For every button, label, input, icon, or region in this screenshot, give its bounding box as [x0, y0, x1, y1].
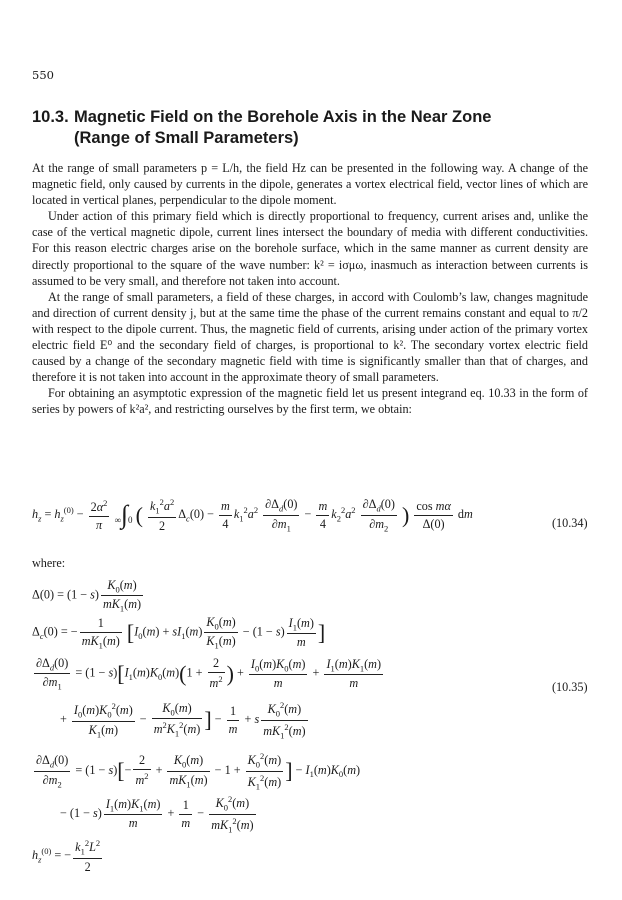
equation-deltac: $\Delta_c(0)$ = − $\frac{1}{mK_1(m)}$ [$I_0(m) + sI_1(m)$ $\frac{K_0(m)}{K_1(m)}$ − (1 − s) $\frac{I_1(m)}{m}$ ] — [32, 615, 326, 651]
paragraph-2: Under action of this primary field which is directly proportional to frequency, current arises and, unlike the case of the vertical magnetic dipole, current lines intersect the boundary of media with different conductivities. For this reason electric charges arise on the borehole surface, which in the same manner as current density are directly proportional to the square of the wave number: k² = iσμω, inasmuch as interaction between currents is assumed to be very small, and therefore not taken into account. — [32, 209, 588, 288]
equation-number-10-35: (10.35) — [552, 680, 588, 694]
equation-delta0: Δ(0) = (1 − s) $\frac{K_0(m)}{mK_1(m)}$ — [32, 578, 142, 614]
section-number: 10.3. — [32, 108, 69, 126]
body-text — [32, 160, 588, 418]
equation-ddelta-dm1-cont: + $\frac{I_0(m)K_0^2(m)}{K_1(m)}$ − $\frac{K_0(m)}{m^2K_1^2(m)}$ ] − $\frac{1}{m}$ + s $\frac{K_0^2(m)}{mK_1^2(m)}$ — [60, 700, 306, 740]
equation-ddelta-dm1: $\frac{\partial\Delta_d(0)}{\partial m_1}$ = $(1 - s)[I_1(m)K_0(m)(1$ + $\frac{2}{m^2}$ ) + $\frac{I_0(m)K_0(m)}{m}$ + $\frac{I_1(m)K_1(m)}{m}$ — [36, 656, 382, 692]
section-title-line2: (Range of Small Parameters) — [74, 129, 299, 147]
equation-ddelta-dm2: $\frac{\partial\Delta_d(0)}{\partial m_2}$ = (1 − s)[− $\frac{2}{m^2}$ + $\frac{K_0(m)}{mK_1(m)}$ − 1 + $\frac{K_0^2(m)}{K_1^2(m)}$ ] − $I_1(m)K_0(m)$ — [36, 751, 361, 791]
equation-10-34: $h_z = h_z^{(0)}$ − $\frac{2\alpha^2}{\pi}$ ∞∫0 ( $\frac{k_1^2a^2}{2}$ $\Delta_c(0)$ − $\frac{m}{4}$ $k_1^2a^2$ $\frac{\partial\Delta_d(0)}{\partial m_1}$ − $\frac{m}{4}$ $k_2^2a^2$ $\frac{\partial\Delta_d(0)}{\partial m_2}$ ) $\frac{\text{cos mα}}{\Delta(0)}$ dm — [32, 497, 473, 534]
section-title-line1: Magnetic Field on the Borehole Axis in the Near Zone — [74, 108, 492, 126]
section-title — [32, 107, 592, 149]
where-label: where: — [32, 556, 66, 570]
paragraph-4: For obtaining an asymptotic expression of the magnetic field let us present integrand eq. 10.33 in the form of series by powers of k²a², and restricting ourselves by the first term, we obtain: — [32, 386, 588, 417]
equation-ddelta-dm2-cont: − (1 − s) $\frac{I_1(m)K_1(m)}{m}$ + $\frac{1}{m}$ − $\frac{K_0^2(m)}{mK_1^2(m)}$ — [60, 794, 254, 834]
equation-number-10-34: (10.34) — [552, 516, 588, 530]
paragraph-1: At the range of small parameters p = L/h, the field Hz can be presented in the following way. A change of the magnetic field, only caused by currents in the dipole, generates a vortex electrical field, vector lines of which are located in vertical planes, perpendicular to the dipole moment. — [32, 161, 588, 208]
page-number: 550 — [32, 68, 54, 82]
paragraph-3: At the range of small parameters, a field of these charges, in accord with Coulomb’s law, changes magnitude and direction of current density j, but at the same time the phase of the current remains constant and equal to π/2 with respect to the dipole current. Thus, the magnetic field of currents, arising under action of the primary vortex electric field E⁰ and the secondary field of charges, is proportional to k². The secondary vortex electric field caused by a change of the secondary magnetic field with time is significantly smaller than that of charges, and therefore it is not taken into account in the approximate theory of small parameters. — [32, 289, 588, 385]
equation-hz0: $h_z^{(0)}$ = − $\frac{k_1^2L^2}{2}$ — [32, 838, 101, 874]
